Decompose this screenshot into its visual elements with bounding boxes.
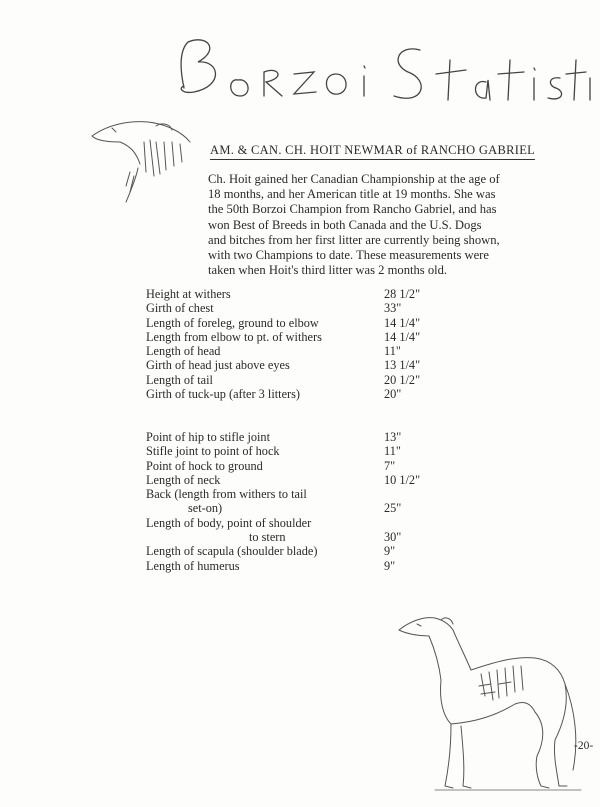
handwritten-title: [168, 30, 598, 120]
measurement-value: 20 1/2": [384, 372, 421, 387]
table-row: [146, 530, 586, 544]
measurement-value: 14 1/4": [384, 315, 421, 330]
measurement-value: 13 1/4": [384, 358, 421, 373]
measurement-label: Length of body, point of shoulder: [146, 515, 312, 530]
paragraph-line: taken when Hoit's third litter was 2 months old.: [208, 263, 448, 278]
measurement-label: Girth of head just above eyes: [146, 358, 290, 373]
paragraph-line: 18 months, and her American title at 19 months. She was: [208, 187, 496, 202]
measurement-label: Length of head: [146, 344, 221, 359]
table-row: [146, 487, 586, 501]
measurement-value: 28 1/2": [384, 287, 421, 301]
table-row: [146, 373, 586, 387]
borzoi-head-sketch: [86, 112, 206, 212]
table-row: [146, 330, 586, 344]
measurement-value: 33": [384, 301, 402, 316]
measurement-value: 9": [384, 544, 396, 559]
measurement-label: Point of hip to stifle joint: [146, 430, 270, 444]
dog-name-heading: AM. & CAN. CH. HOIT NEWMAR of RANCHO GABRIEL: [210, 143, 535, 160]
measurements-table-1: [146, 287, 586, 401]
table-row: [146, 544, 586, 558]
measurement-label: Stifle joint to point of hock: [146, 444, 280, 459]
measurement-label: Length of neck: [146, 472, 221, 487]
measurement-value: 25": [384, 501, 402, 516]
measurement-value: 30": [384, 530, 402, 545]
measurements-table-2: [146, 430, 586, 573]
measurement-label: set-on): [188, 501, 223, 516]
measurement-label: Length of foreleg, ground to elbow: [146, 315, 319, 330]
measurement-value: 7": [384, 458, 396, 473]
measurement-value: 10 1/2": [384, 472, 421, 487]
paragraph-line: the 50th Borzoi Champion from Rancho Gabriel, and has: [208, 202, 497, 217]
paragraph-line: with two Champions to date. These measurements were: [208, 248, 489, 263]
measurement-value: 13": [384, 430, 402, 444]
measurement-label: Girth of tuck-up (after 3 litters): [146, 387, 300, 402]
table-row: [146, 430, 586, 444]
measurement-label: Girth of chest: [146, 301, 214, 316]
measurement-label: Back (length from withers to tail: [146, 487, 307, 502]
paragraph-line: Ch. Hoit gained her Canadian Championship at the age of: [208, 172, 500, 186]
table-row: [146, 358, 586, 372]
measurement-label: Length of scapula (shoulder blade): [146, 544, 318, 559]
intro-paragraph: [208, 172, 598, 278]
table-row: [146, 516, 586, 530]
table-row: [146, 344, 586, 358]
measurement-label: Height at withers: [146, 287, 231, 301]
table-row: [146, 473, 586, 487]
measurement-label: Length of tail: [146, 372, 213, 387]
table-row: [146, 316, 586, 330]
table-row: [146, 459, 586, 473]
table-row: [146, 287, 586, 301]
measurement-label: to stern: [249, 530, 286, 545]
page-number: -20-: [574, 740, 594, 752]
measurement-value: 11": [384, 444, 401, 459]
measurement-label: Point of hock to ground: [146, 458, 263, 473]
table-row: [146, 301, 586, 315]
measurement-value: 20": [384, 387, 402, 402]
table-row: [146, 559, 586, 573]
table-row: [146, 387, 586, 401]
measurement-value: 11": [384, 344, 401, 359]
paragraph-line: won Best of Breeds in both Canada and the U.S. Dogs: [208, 217, 482, 232]
borzoi-standing-sketch: [395, 600, 585, 795]
measurement-label: Length of humerus: [146, 558, 240, 573]
measurement-label: Length from elbow to pt. of withers: [146, 329, 322, 344]
paragraph-line: and bitches from her first litter are currently being shown,: [208, 232, 500, 247]
measurement-value: 9": [384, 558, 396, 573]
measurement-value: 14 1/4": [384, 329, 421, 344]
table-row: [146, 444, 586, 458]
table-row: [146, 501, 586, 515]
